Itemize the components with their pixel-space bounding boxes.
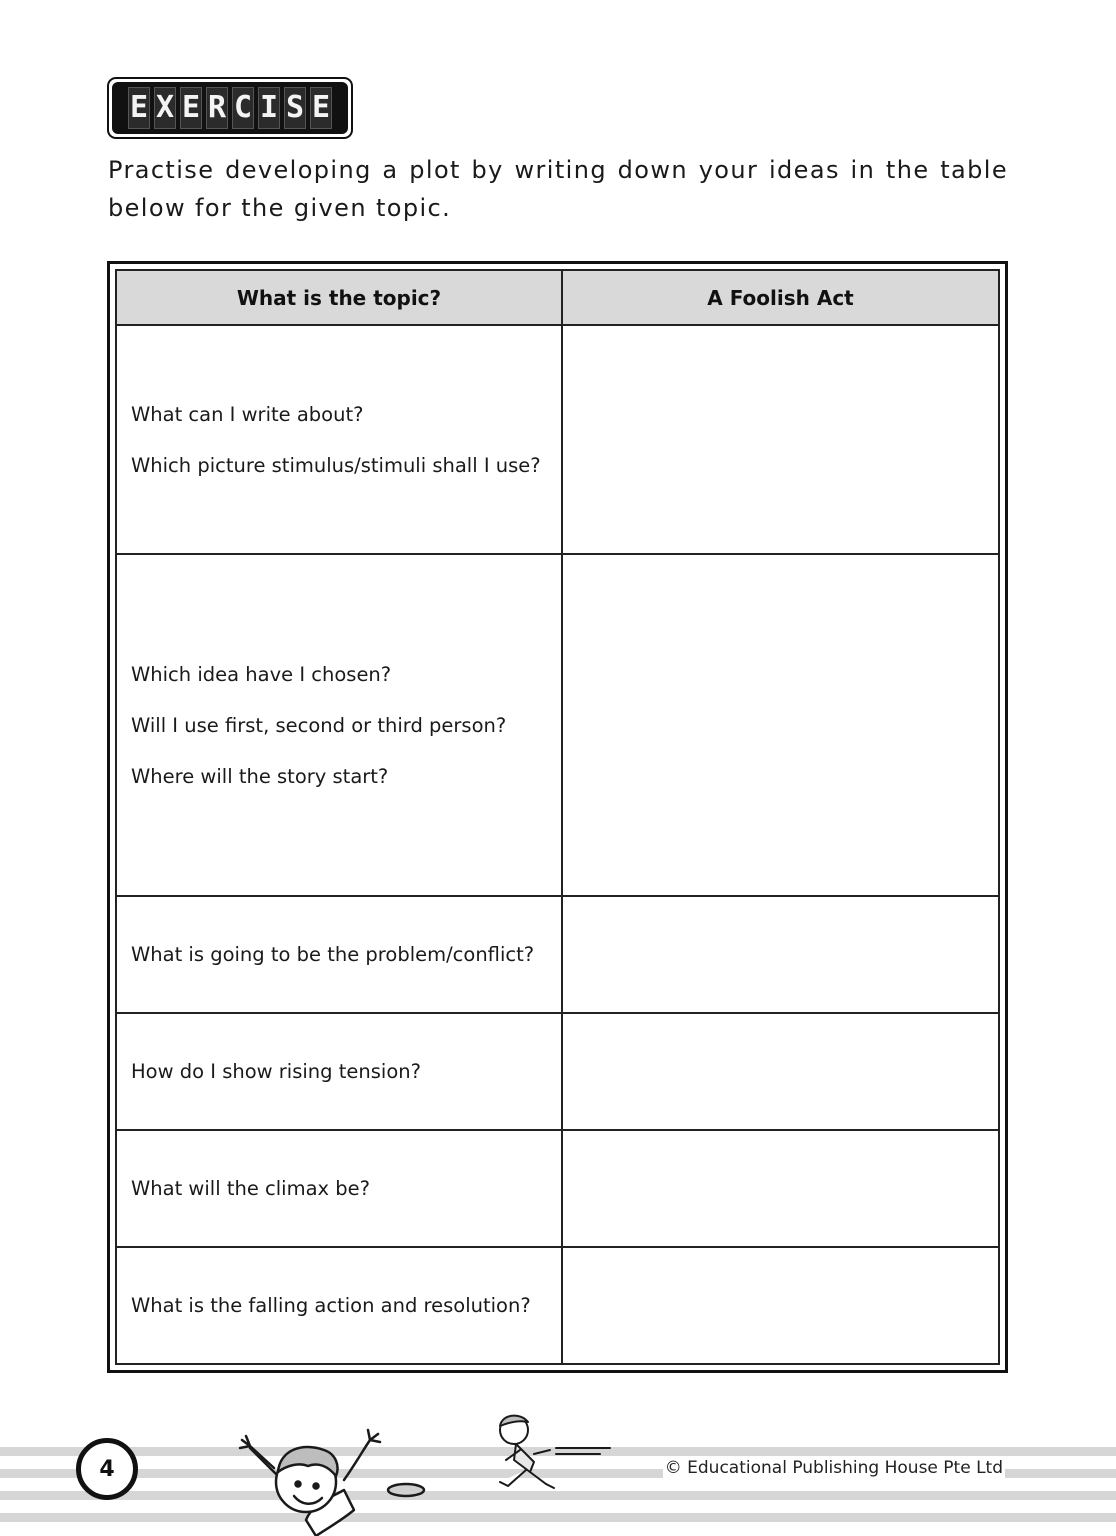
question-text: How do I show rising tension? (131, 1060, 421, 1084)
exercise-badge (107, 77, 353, 139)
answer-cell[interactable] (562, 1013, 999, 1130)
topic-answer-header: A Foolish Act (562, 270, 999, 325)
exercise-badge-inner (112, 82, 348, 134)
table-header-row (116, 270, 999, 325)
question-text: Where will the story start? (131, 764, 389, 788)
table-row (116, 896, 999, 1013)
question-text: What is going to be the problem/conflict? (131, 943, 535, 967)
plot-table-frame (107, 261, 1008, 1373)
question-cell (116, 896, 562, 1013)
exercise-letter: E (180, 87, 202, 129)
cartoon-boy-running-icon (490, 1410, 612, 1495)
cartoon-boy-cheering-icon (232, 1420, 432, 1536)
answer-cell[interactable] (562, 1247, 999, 1364)
exercise-letter: R (206, 87, 228, 129)
answer-cell[interactable] (562, 325, 999, 554)
exercise-letter: E (310, 87, 332, 129)
question-cell (116, 1247, 562, 1364)
question-cell (116, 1013, 562, 1130)
answer-cell[interactable] (562, 1130, 999, 1247)
exercise-letter: I (258, 87, 280, 129)
exercise-letter: E (128, 87, 150, 129)
table-row (116, 1013, 999, 1130)
table-row (116, 1130, 999, 1247)
question-text: What will the climax be? (131, 1177, 370, 1201)
page-number: 4 (76, 1438, 138, 1500)
question-cell (116, 1130, 562, 1247)
exercise-letter: X (154, 87, 176, 129)
question-text: Which idea have I chosen? (131, 662, 392, 686)
plot-table (115, 269, 1000, 1365)
question-text: What can I write about? (131, 402, 364, 426)
instructions-text: Practise developing a plot by writing down your ideas in the table below for the given topic. (108, 156, 1008, 222)
table-row (116, 325, 999, 554)
answer-cell[interactable] (562, 896, 999, 1013)
question-text: Will I use first, second or third person? (131, 713, 507, 737)
question-text: What is the falling action and resolution? (131, 1294, 531, 1318)
question-text: Which picture stimulus/stimuli shall I use? (131, 453, 541, 477)
question-cell (116, 554, 562, 896)
exercise-letter: S (284, 87, 306, 129)
topic-question-header: What is the topic? (116, 270, 562, 325)
question-cell (116, 325, 562, 554)
table-row (116, 1247, 999, 1364)
table-row (116, 554, 999, 896)
copyright-text: © Educational Publishing House Pte Ltd (664, 1458, 1003, 1478)
answer-cell[interactable] (562, 554, 999, 896)
exercise-letter: C (232, 87, 254, 129)
